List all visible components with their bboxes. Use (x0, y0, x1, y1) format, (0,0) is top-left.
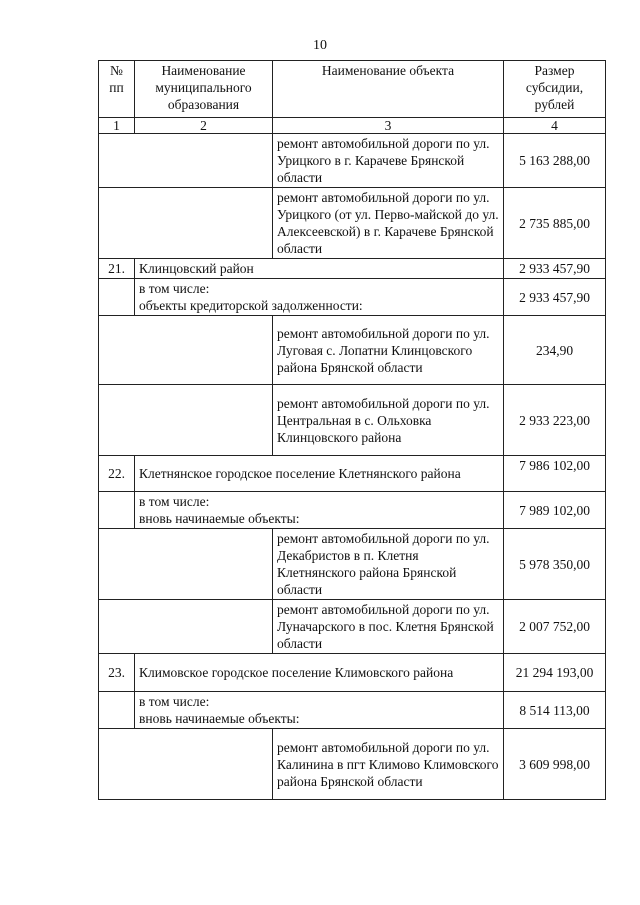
row-number: 22. (99, 456, 135, 492)
table-row (99, 316, 606, 385)
object-name: ремонт автомобильной дороги по ул. Луначарского в пос. Клетня Брянской области (273, 600, 504, 654)
column-index-4: 4 (504, 118, 606, 134)
subtotal-label-line1: в том числе: (139, 494, 210, 509)
municipality-name: Клинцовский район (135, 259, 504, 279)
row-number: 21. (99, 259, 135, 279)
table-row (99, 279, 606, 316)
page-number: 10 (313, 38, 327, 53)
object-name: ремонт автомобильной дороги по ул. Урицкого в г. Карачеве Брянской области (273, 134, 504, 188)
empty-cell (99, 279, 135, 316)
subsidy-amount: 7 986 102,00 (504, 456, 606, 492)
column-index-3: 3 (273, 118, 504, 134)
header-amount: Размер субсидии, рублей (504, 61, 606, 118)
table-row (99, 385, 606, 456)
subtotal-label (135, 492, 504, 529)
subtotal-label-line1: в том числе: (139, 281, 210, 296)
table-row (99, 134, 606, 188)
column-index-2: 2 (135, 118, 273, 134)
table-row (99, 692, 606, 729)
object-name: ремонт автомобильной дороги по ул. Калинина в пгт Климово Климовского района Брянской области (273, 729, 504, 800)
column-index-1: 1 (99, 118, 135, 134)
subsidy-amount: 2 007 752,00 (504, 600, 606, 654)
subsidy-amount: 3 609 998,00 (504, 729, 606, 800)
empty-cell (99, 385, 273, 456)
subsidy-amount: 2 933 223,00 (504, 385, 606, 456)
table-row (99, 729, 606, 800)
table-row (99, 654, 606, 692)
subsidy-table (98, 60, 606, 800)
subsidy-amount: 234,90 (504, 316, 606, 385)
table-row (99, 259, 606, 279)
subtotal-label-line1: в том числе: (139, 694, 210, 709)
header-municipality: Наименование муниципального образования (135, 61, 273, 118)
object-name: ремонт автомобильной дороги по ул. Центральная в с. Ольховка Клинцовского района (273, 385, 504, 456)
subtotal-label-line2: объекты кредиторской задолженности: (139, 298, 363, 313)
header-num: № пп (99, 61, 135, 118)
subsidy-amount: 7 989 102,00 (504, 492, 606, 529)
header-row (99, 61, 606, 118)
municipality-name: Климовское городское поселение Климовского района (135, 654, 504, 692)
subtotal-label (135, 692, 504, 729)
empty-cell (99, 492, 135, 529)
empty-cell (99, 134, 273, 188)
empty-cell (99, 692, 135, 729)
empty-cell (99, 729, 273, 800)
empty-cell (99, 188, 273, 259)
subsidy-amount: 2 933 457,90 (504, 259, 606, 279)
column-index-row (99, 118, 606, 134)
empty-cell (99, 316, 273, 385)
subsidy-amount: 8 514 113,00 (504, 692, 606, 729)
table-row (99, 529, 606, 600)
object-name: ремонт автомобильной дороги по ул. Луговая с. Лопатни Клинцовского района Брянской области (273, 316, 504, 385)
empty-cell (99, 529, 273, 600)
empty-cell (99, 600, 273, 654)
municipality-name: Клетнянское городское поселение Клетнянского района (135, 456, 504, 492)
object-name: ремонт автомобильной дороги по ул. Урицкого (от ул. Перво-майской до ул. Алексеевской) в г. Карачеве Брянской области (273, 188, 504, 259)
subsidy-amount: 5 163 288,00 (504, 134, 606, 188)
table-row (99, 492, 606, 529)
object-name: ремонт автомобильной дороги по ул. Декабристов в п. Клетня Клетнянского района Брянской области (273, 529, 504, 600)
table-row (99, 456, 606, 492)
header-object: Наименование объекта (273, 61, 504, 118)
subsidy-amount: 2 933 457,90 (504, 279, 606, 316)
subtotal-label (135, 279, 504, 316)
table-row (99, 188, 606, 259)
subtotal-label-line2: вновь начинаемые объекты: (139, 711, 300, 726)
subtotal-label-line2: вновь начинаемые объекты: (139, 511, 300, 526)
row-number: 23. (99, 654, 135, 692)
subsidy-amount: 21 294 193,00 (504, 654, 606, 692)
subsidy-amount: 2 735 885,00 (504, 188, 606, 259)
subsidy-amount: 5 978 350,00 (504, 529, 606, 600)
table-row (99, 600, 606, 654)
